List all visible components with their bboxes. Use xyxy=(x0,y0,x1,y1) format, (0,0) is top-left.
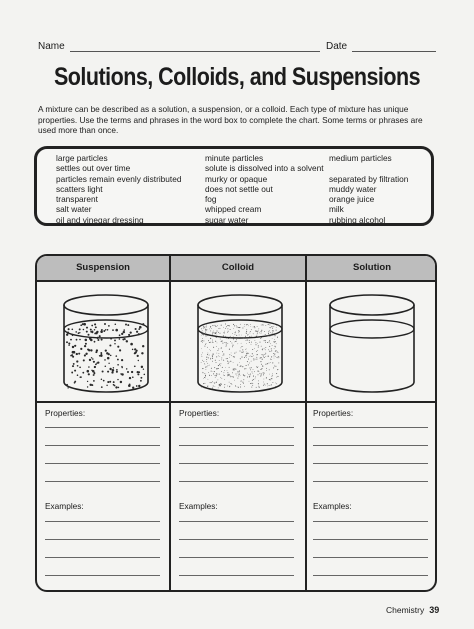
word-box xyxy=(34,146,434,226)
colloid-examples-line[interactable] xyxy=(179,521,294,522)
colloid-properties-line[interactable] xyxy=(179,445,294,446)
suspension-examples-label: Examples: xyxy=(45,501,84,511)
word-item: settles out over time xyxy=(56,163,131,174)
column-divider xyxy=(169,256,171,590)
chart-header-row xyxy=(37,256,435,282)
colloid-properties-line[interactable] xyxy=(179,481,294,482)
word-item xyxy=(329,163,408,173)
solution-examples-label: Examples: xyxy=(313,501,352,511)
solution-properties-line[interactable] xyxy=(313,481,428,482)
suspension-examples-line[interactable] xyxy=(45,521,160,522)
suspension-properties-label: Properties: xyxy=(45,408,86,418)
word-item: muddy water xyxy=(329,183,377,194)
column-header-colloid: Colloid xyxy=(221,262,255,273)
word-item: scatters light xyxy=(56,183,103,194)
word-item: medium particles xyxy=(329,153,392,163)
word-item: whipped cream xyxy=(205,204,262,215)
colloid-examples-label: Examples: xyxy=(179,501,218,511)
solution-properties-line[interactable] xyxy=(313,445,428,446)
word-item: oil and vinegar dressing xyxy=(56,214,144,225)
word-item: murky or opaque xyxy=(205,173,268,184)
word-box-column-3 xyxy=(329,153,408,225)
word-item: fog xyxy=(205,194,217,205)
page-number: 39 xyxy=(429,605,440,615)
solution-properties-line[interactable] xyxy=(313,427,428,428)
suspension-beaker-illustration xyxy=(61,292,151,396)
word-item: milk xyxy=(329,204,344,215)
word-item: does not settle out xyxy=(205,183,273,194)
row-divider xyxy=(37,401,435,403)
column-divider xyxy=(305,256,307,590)
mixture-chart xyxy=(35,254,437,592)
colloid-examples-line[interactable] xyxy=(179,557,294,558)
colloid-properties-line[interactable] xyxy=(179,463,294,464)
date-label: Date xyxy=(326,41,348,52)
word-item: minute particles xyxy=(205,153,264,163)
word-item: large particles xyxy=(56,153,108,163)
solution-beaker-illustration xyxy=(327,292,417,396)
solution-properties-line[interactable] xyxy=(313,463,428,464)
colloid-properties-line[interactable] xyxy=(179,427,294,428)
colloid-properties-label: Properties: xyxy=(179,408,220,418)
page-title: Solutions, Colloids, and Suspensions xyxy=(53,63,421,91)
word-item: sugar water xyxy=(205,214,249,225)
suspension-examples-line[interactable] xyxy=(45,539,160,540)
word-item: separated by filtration xyxy=(329,173,409,184)
suspension-properties-line[interactable] xyxy=(45,481,160,482)
solution-examples-line[interactable] xyxy=(313,539,428,540)
column-header-solution: Solution xyxy=(353,262,391,273)
colloid-beaker-illustration xyxy=(195,292,285,396)
suspension-examples-line[interactable] xyxy=(45,575,160,576)
colloid-examples-line[interactable] xyxy=(179,575,294,576)
name-field[interactable] xyxy=(70,51,320,52)
word-item: rubbing alcohol xyxy=(329,214,386,225)
page-footer xyxy=(386,605,439,615)
word-item: particles remain evenly distributed xyxy=(56,173,182,184)
solution-examples-line[interactable] xyxy=(313,557,428,558)
solution-examples-line[interactable] xyxy=(313,575,428,576)
solution-examples-line[interactable] xyxy=(313,521,428,522)
footer-subject: Chemistry xyxy=(386,605,425,615)
suspension-properties-line[interactable] xyxy=(45,463,160,464)
suspension-properties-line[interactable] xyxy=(45,427,160,428)
colloid-examples-line[interactable] xyxy=(179,539,294,540)
instructions: A mixture can be described as a solution, a suspension, or a colloid. Each type of mixture has unique properties. Use the terms and phrases in the word box to complete the chart. Some terms or phrases are used more than once. xyxy=(38,104,423,136)
word-item: solute is dissolved into a solvent xyxy=(205,163,324,174)
word-item: salt water xyxy=(56,204,92,215)
word-box-column-1 xyxy=(56,153,181,225)
column-header-suspension: Suspension xyxy=(76,262,130,273)
suspension-properties-line[interactable] xyxy=(45,445,160,446)
name-label: Name xyxy=(38,41,65,52)
suspension-examples-line[interactable] xyxy=(45,557,160,558)
solution-properties-label: Properties: xyxy=(313,408,354,418)
word-item: transparent xyxy=(56,194,98,205)
word-item: orange juice xyxy=(329,194,375,205)
word-box-column-2 xyxy=(205,153,324,225)
date-field[interactable] xyxy=(352,51,436,52)
